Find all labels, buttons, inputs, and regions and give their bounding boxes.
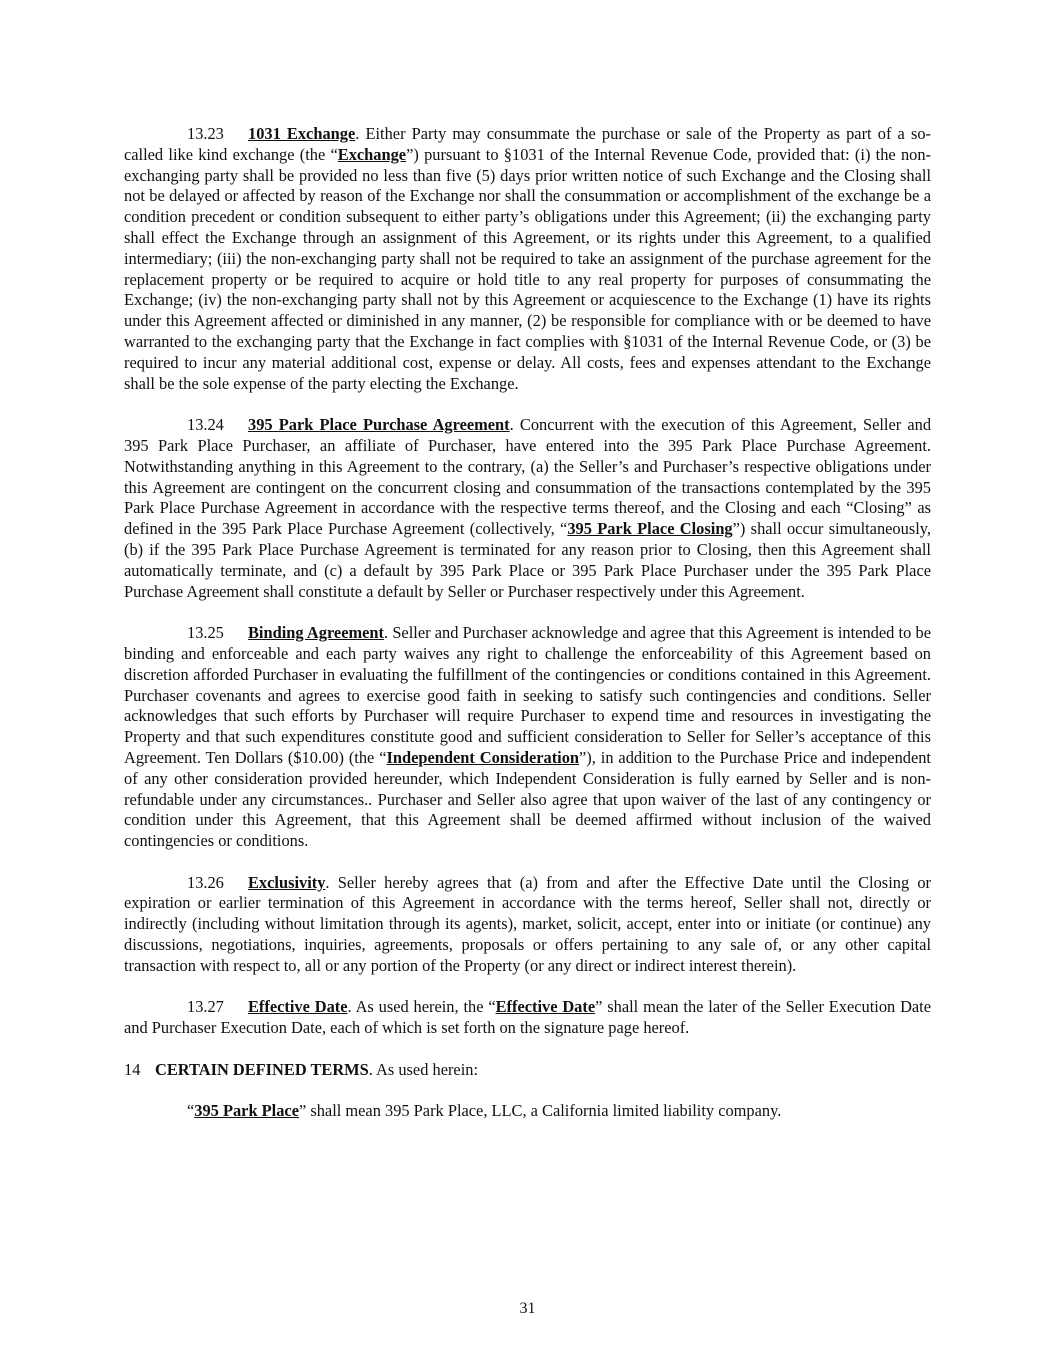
section-number: 13.23	[187, 124, 224, 143]
section-number: 13.24	[187, 415, 224, 435]
section-number: 13.27	[187, 997, 224, 1017]
section-title: Binding Agreement	[248, 623, 384, 643]
section-title: Exclusivity	[248, 872, 326, 892]
page-number: 31	[519, 1300, 536, 1317]
definition-395-park-place	[124, 1101, 931, 1122]
definition-text: ” shall mean 395 Park Place, LLC, a California limited liability company.	[298, 1101, 782, 1121]
section-text: . Either Party may consummate the purchase or sale of the Property as part of a so-called like kind exchange (the “	[124, 124, 931, 164]
defined-term: Independent Consideration	[386, 747, 580, 767]
open-quote: “	[187, 1101, 195, 1121]
section-title: 395 Park Place Purchase Agreement	[248, 415, 510, 435]
section-title: Effective Date	[248, 997, 348, 1017]
article-title: CERTAIN DEFINED TERMS	[155, 1059, 369, 1079]
section-13-27	[124, 997, 931, 1039]
article-number: 14	[124, 1059, 141, 1079]
section-title: 1031 Exchange	[248, 124, 356, 143]
section-text: . Concurrent with the execution of this Agreement, Seller and 395 Park Place Purchaser, an affiliate of Purchaser, have entered into the 395 Park Place Purchase Agreement. Notwithstanding anything in this Agreement to the contrary, (a) the Seller’s and Purchaser’s respective obligations under this Agreement are contingent on the concurrent closing and consummation of the transactions contemplated by the 395 Park Place Purchase Agreement in accordance with the respective terms thereof, and the Closing and each “Closing” as defined in the 395 Park Place Purchase Agreement (collectively, “	[124, 415, 932, 539]
section-13-26	[124, 873, 931, 977]
section-text: ”) shall occur simultaneously, (b) if the 395 Park Place Purchase Agreement is terminated for any reason prior to Closing, then this Agreement shall automatically terminate, and (c) a default by 395 Park Place or 395 Park Place Purchaser under the 395 Park Place Purchase Agreement shall constitute a default by Seller or Purchaser respectively under this Agreement.	[124, 519, 931, 601]
article-14-heading	[124, 1060, 931, 1081]
section-13-24	[124, 415, 931, 602]
section-text: ” shall mean the later of the Seller Execution Date and Purchaser Execution Date, each of which is set forth on the signature page hereof.	[124, 997, 932, 1038]
section-13-25	[124, 623, 931, 852]
section-text: ”) pursuant to §1031 of the Internal Revenue Code, provided that: (i) the non-exchanging party shall be provided no less than five (5) days prior written notice of such Exchange and the Closing shall not be delayed or affected by reason of the Exchange nor shall the consummation or accomplishment of the exchange be a condition precedent or condition subsequent to either party’s obligations under this Agreement; (ii) the exchanging party shall effect the Exchange through an assignment of this Agreement, or its rights under this Agreement, to a qualified intermediary; (iii) the non-exchanging party shall not be required to take an assignment of the purchase agreement for the replacement property or be required to acquire or hold title to any real property for purposes of consummating the Exchange; (iv) the non-exchanging party shall not by this Agreement or acquiescence to the Exchange (1) have its rights under this Agreement affected or diminished in any manner, (2) be responsible for compliance with or be deemed to have warranted to the exchanging party that the Exchange in fact complies with §1031 of the Internal Revenue Code, or (3) be required to incur any material additional cost, expense or delay. All costs, fees and expenses attendant to the Exchange shall be the sole expense of the party electing the Exchange.	[124, 144, 931, 393]
section-number: 13.25	[187, 623, 224, 643]
section-number: 13.26	[187, 872, 224, 892]
section-text: . As used herein, the “	[347, 997, 496, 1017]
defined-term: Exchange	[337, 144, 407, 164]
article-text: . As used herein:	[368, 1059, 479, 1079]
section-text: . Seller hereby agrees that (a) from and after the Effective Date until the Closing or expiration or earlier termination of this Agreement in accordance with the terms hereof, Seller shall not, directly or indirectly (including without limitation through its agents), market, solicit, accept, enter into or initiate (or continue) any discussions, negotiations, inquiries, agreements, proposals or offers pertaining to any sale of, or any other capital transaction with respect to, all or any portion of the Property (or any direct or indirect interest therein).	[124, 872, 931, 975]
section-13-23	[124, 124, 931, 394]
document-page	[124, 124, 931, 1122]
defined-term: Effective Date	[495, 997, 596, 1017]
section-text: . Seller and Purchaser acknowledge and agree that this Agreement is intended to be binding and enforceable and each party waives any right to challenge the enforceability of this Agreement based on discretion afforded Purchaser in evaluating the fulfillment of the contingencies or conditions contained in this Agreement. Purchaser covenants and agrees to exercise good faith in seeking to satisfy such contingencies and conditions. Seller acknowledges that such efforts by Purchaser will require Purchaser to expend time and resources in investigating the Property and that such expenditures constitute good and sufficient consideration to Seller for Seller’s acceptance of this Agreement. Ten Dollars ($10.00) (the “	[124, 623, 932, 767]
defined-term: 395 Park Place Closing	[567, 519, 733, 539]
section-text: ”), in addition to the Purchase Price and independent of any other consideration provided hereunder, which Independent Consideration is fully earned by Seller and is non-refundable under any circumstances.. Purchaser and Seller also agree that upon waiver of the last of any contingency or condition under this Agreement, that this Agreement shall be deemed affirmed without inclusion of the waived contingencies or conditions.	[124, 747, 931, 851]
defined-term: 395 Park Place	[194, 1101, 299, 1121]
